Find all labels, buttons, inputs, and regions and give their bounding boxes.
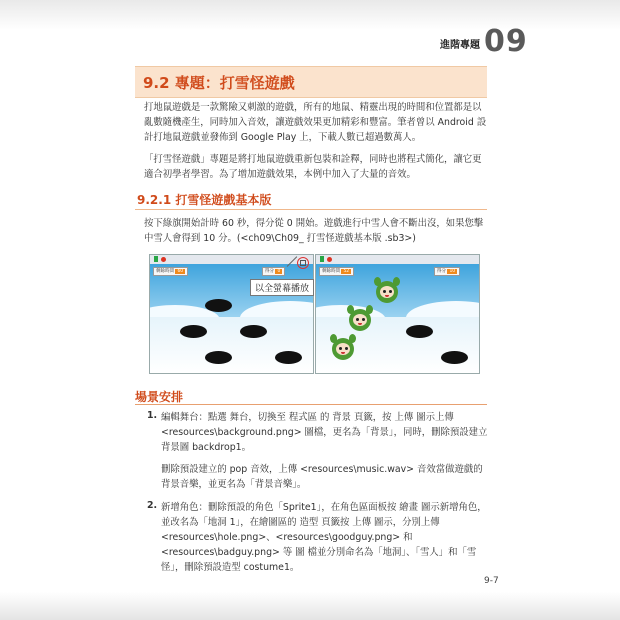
section-title: 9.2 專題：打雪怪遊戲 xyxy=(143,74,295,92)
timer-monitor: 剩餘時間 52 xyxy=(319,267,354,276)
snowman-sprite[interactable] xyxy=(347,305,373,333)
step-text: 編輯舞台：點選 舞台，切換至 程式區 的 背景 頁籤，按 上傳 圖示上傳 <resources\background.png> 圖檔，更名為「背景」，同時，刪除預設建立背景圖 backdrop1。 xyxy=(161,412,488,453)
subsection-divider xyxy=(135,209,487,210)
step-text: 新增角色：刪除預設的角色「Sprite1」，在角色區面板按 繪畫 圖示新增角色，並改名為「地洞 1」，在繪圖區的 造型 頁籤按 上傳 圖示，分別上傳 <resources\hole.png>、<resources\goodguy.png> 和 <resources\badguy.png> 等 圖 檔並分別命名為「地洞」、「雪人」和「雪怪」，刪除預設造型 costume1。 xyxy=(161,502,487,573)
fullscreen-icon xyxy=(300,260,306,266)
scene-setup-heading: 場景安排 xyxy=(135,390,184,404)
score-monitor: 得分 0 xyxy=(262,267,285,276)
score-monitor: 得分 10 xyxy=(434,267,460,276)
chapter-label: 進階專題 xyxy=(440,40,480,51)
stop-icon[interactable] xyxy=(161,257,166,262)
intro-paragraph-2: 「打雪怪遊戲」專題是將打地鼠遊戲重新包裝和詮釋，同時也將程式簡化，讓它更適合初學者學習。為了增加遊戲效果，本例中加入了大量的音效。 xyxy=(144,154,482,180)
green-flag-icon[interactable] xyxy=(320,256,324,262)
hole xyxy=(441,351,468,364)
hole xyxy=(240,325,267,338)
page-number: 9-7 xyxy=(484,576,499,586)
hole xyxy=(180,325,207,338)
step-number: 1. xyxy=(147,410,158,421)
green-flag-icon[interactable] xyxy=(154,256,158,262)
step-number: 2. xyxy=(147,500,158,511)
timer-monitor: 剩餘時間 60 xyxy=(153,267,188,276)
game-screenshot-start xyxy=(149,254,314,374)
game-screenshot-playing xyxy=(315,254,480,374)
subsection-paragraph: 按下綠旗開始計時 60 秒，得分從 0 開始。遊戲進行中雪人會不斷出沒，如果您擊中雪人會得到 10 分。(<ch09\Ch09_ 打雪怪遊戲基本版 .sb3>) xyxy=(144,218,484,244)
step-text: 刪除預設建立的 pop 音效，上傳 <resources\music.wav> 音效當做遊戲的背景音樂，並更名為「背景音樂」。 xyxy=(161,464,483,490)
bottom-gradient xyxy=(0,592,620,620)
intro-paragraph-1: 打地鼠遊戲是一款驚險又刺激的遊戲，所有的地鼠、精靈出現的時間和位置都是以亂數隨機產生，同時加入音效，讓遊戲效果更加精彩和豐富。筆者曾以 Android 設計打地鼠遊戲並發佈到 Google Play 上，下載人數已超過數萬人。 xyxy=(144,102,487,143)
hole xyxy=(275,351,302,364)
snowman-sprite[interactable] xyxy=(330,334,356,362)
snowman-sprite[interactable] xyxy=(374,277,400,305)
scene-divider xyxy=(135,404,487,405)
hole xyxy=(406,325,433,338)
snow-ground xyxy=(150,317,313,373)
fullscreen-tooltip: 以全螢幕播放 xyxy=(250,279,314,296)
chapter-number: 09 xyxy=(484,24,528,59)
stop-icon[interactable] xyxy=(327,257,332,262)
hole xyxy=(205,299,232,312)
hole xyxy=(205,351,232,364)
subsection-title: 9.2.1 打雪怪遊戲基本版 xyxy=(137,193,272,207)
